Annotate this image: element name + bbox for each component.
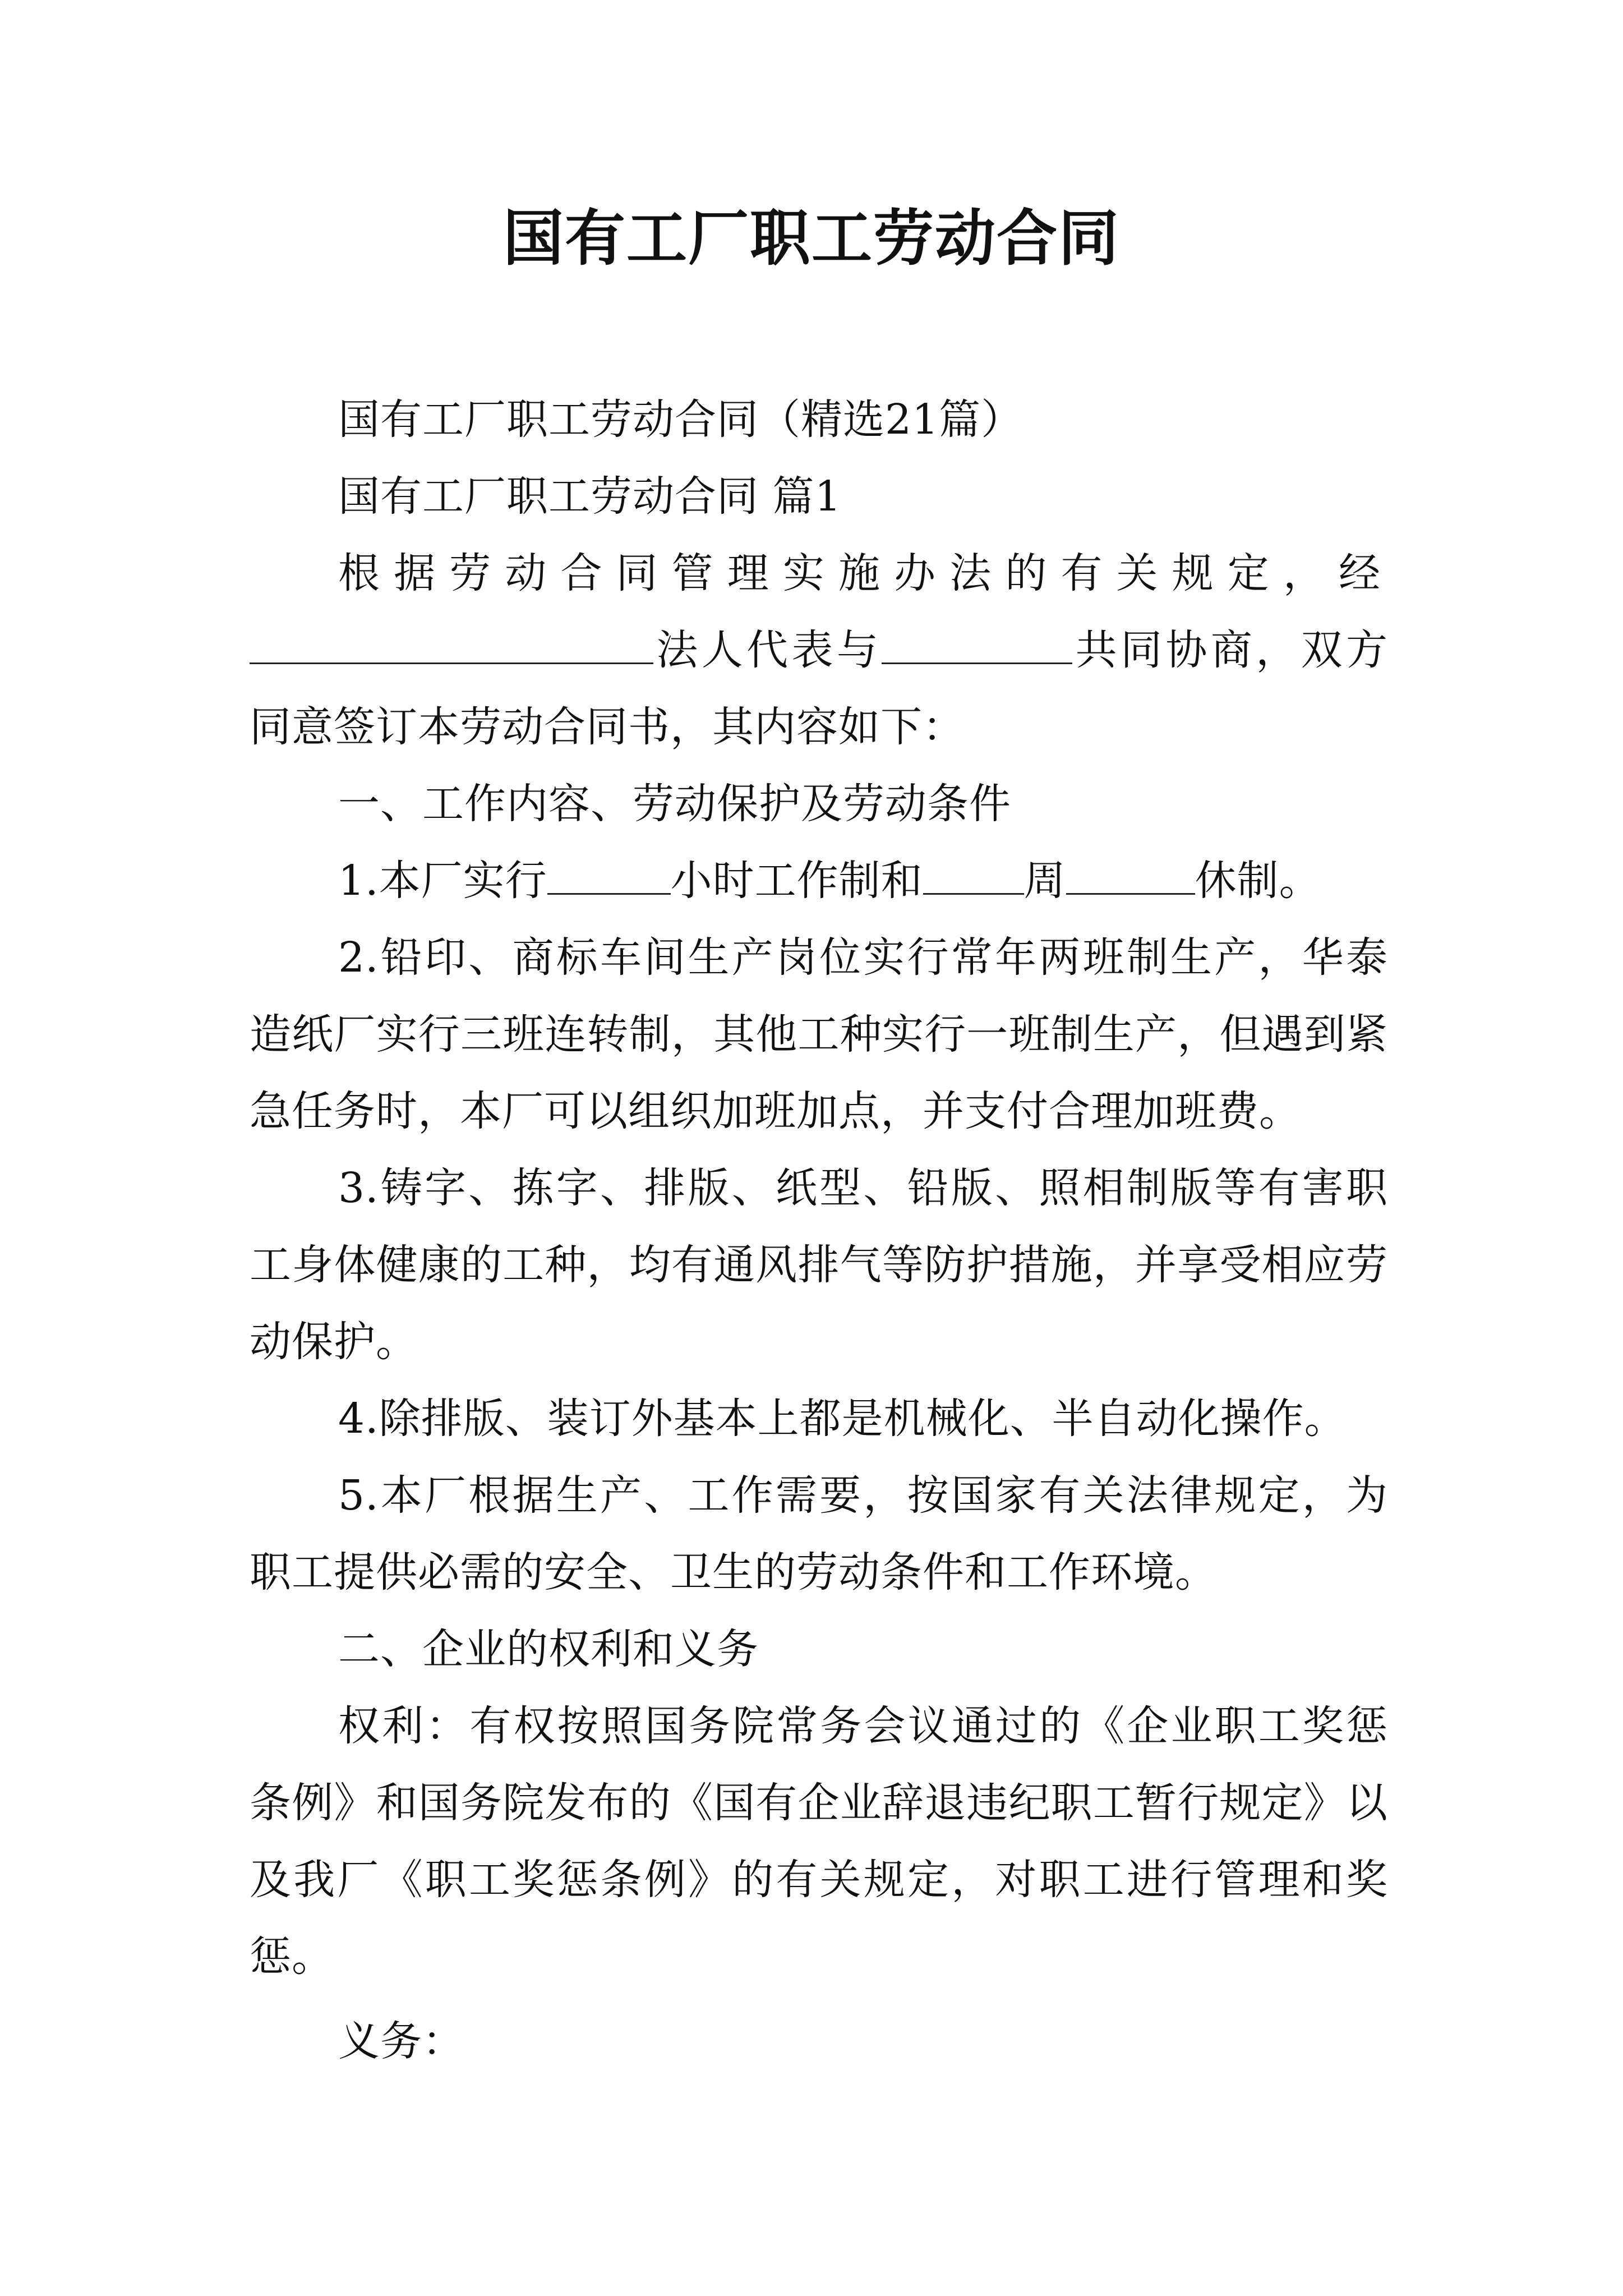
item-1-part2: 小时工作制和 <box>670 857 923 905</box>
item-2: 2.铅印、商标车间生产岗位实行常年两班制生产，华泰造纸厂实行三班连转制，其他工种实行一班制生产，但遇到紧急任务时，本厂可以组织加班加点，并支付合理加班费。 <box>250 933 1388 1135</box>
item-1-part1: 1.本厂实行 <box>338 857 547 905</box>
rest-blank <box>1066 854 1195 895</box>
document-title: 国有工厂职工劳动合同 <box>502 203 1120 274</box>
intro-paragraph <box>250 535 1388 766</box>
item-1 <box>250 843 1388 919</box>
week-blank <box>923 854 1024 895</box>
item-5: 5.本厂根据生产、工作需要，按国家有关法律规定，为职工提供必需的安全、卫生的劳动条件和工作环境。 <box>250 1471 1388 1596</box>
party-b-blank <box>882 623 1072 664</box>
item-4: 4.除排版、装订外基本上都是机械化、半自动化操作。 <box>338 1395 1347 1443</box>
intro-text-part3: 共同协商，双方同意签订本劳动合同书，其内容如下： <box>250 626 1389 751</box>
item-1-part3: 周 <box>1023 857 1066 905</box>
section-heading: 国有工厂职工劳动合同 篇1 <box>338 472 842 521</box>
item-1-part4: 休制。 <box>1195 857 1321 905</box>
intro-text-part1: 根据劳动合同管理实施办法的有关规定，经 <box>338 549 1388 597</box>
duties-paragraph: 义务： <box>338 2017 464 2065</box>
item-3: 3.铸字、拣字、排版、纸型、铅版、照相制版等有害职工身体健康的工种，均有通风排气等防护措施，并享受相应劳动保护。 <box>250 1164 1388 1366</box>
heading-2: 二、企业的权利和义务 <box>338 1625 759 1673</box>
intro-text-part2: 法人代表与 <box>653 626 882 674</box>
subtitle: 国有工厂职工劳动合同（精选21篇） <box>338 395 1023 444</box>
document-body <box>250 381 1388 2080</box>
rights-paragraph: 权利：有权按照国务院常务会议通过的《企业职工奖惩条例》和国务院发布的《国有企业辞退违纪职工暂行规定》以及我厂《职工奖惩条例》的有关规定，对职工进行管理和奖惩。 <box>250 1702 1388 1981</box>
heading-1: 一、工作内容、劳动保护及劳动条件 <box>338 780 1011 828</box>
hours-blank <box>547 854 671 895</box>
party-a-blank <box>250 623 653 664</box>
